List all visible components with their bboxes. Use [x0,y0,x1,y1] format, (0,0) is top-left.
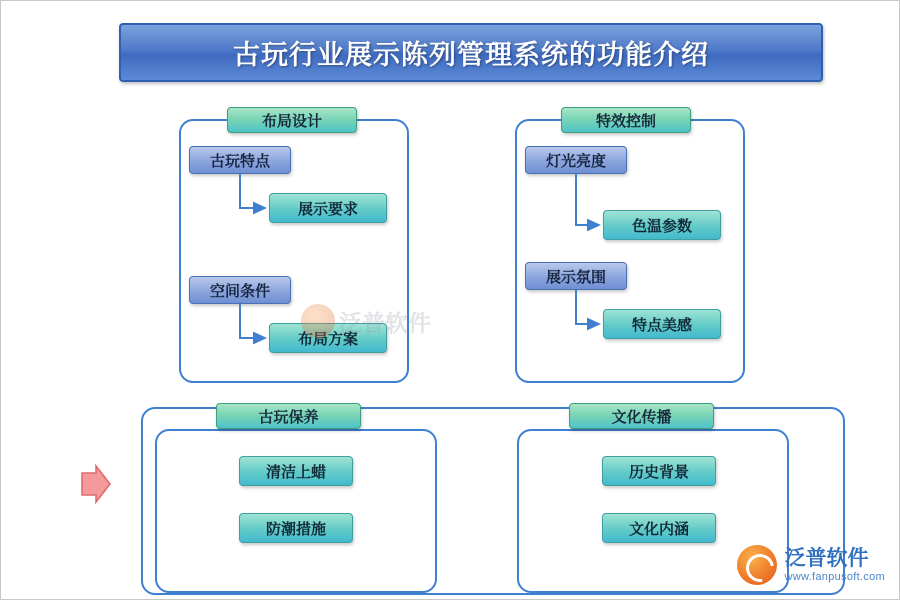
node-light-brightness[interactable]: 灯光亮度 [525,146,627,174]
brand-logo [737,545,885,585]
left-pointer-arrow-icon [79,463,113,505]
watermark-text: 泛普软件 [339,310,431,336]
group-frame-antique-maintenance [155,429,437,593]
group-header-effect-control: 特效控制 [561,107,691,133]
node-antique-feature[interactable]: 古玩特点 [189,146,291,174]
brand-name: 泛普软件 [784,546,869,571]
brand-logo-words [785,547,885,582]
node-clean-wax[interactable]: 清洁上蜡 [239,456,353,486]
node-moisture-proof[interactable]: 防潮措施 [239,513,353,543]
page-title: 古玩行业展示陈列管理系统的功能介绍 [233,40,709,70]
brand-logo-icon [737,545,777,585]
group-header-layout-design: 布局设计 [227,107,357,133]
node-display-atmosphere[interactable]: 展示氛围 [525,262,627,290]
node-feature-beauty[interactable]: 特点美感 [603,309,721,339]
node-layout-plan[interactable]: 布局方案 [269,323,387,353]
node-color-temperature[interactable]: 色温参数 [603,210,721,240]
node-cultural-connotation[interactable]: 文化内涵 [602,513,716,543]
node-history-background[interactable]: 历史背景 [602,456,716,486]
group-header-antique-maintenance: 古玩保养 [216,403,361,429]
group-header-culture-spread: 文化传播 [569,403,714,429]
diagram-title-banner [119,23,823,82]
node-space-condition[interactable]: 空间条件 [189,276,291,304]
node-display-requirement[interactable]: 展示要求 [269,193,387,223]
brand-url: www.fanpusoft.com [784,570,885,583]
